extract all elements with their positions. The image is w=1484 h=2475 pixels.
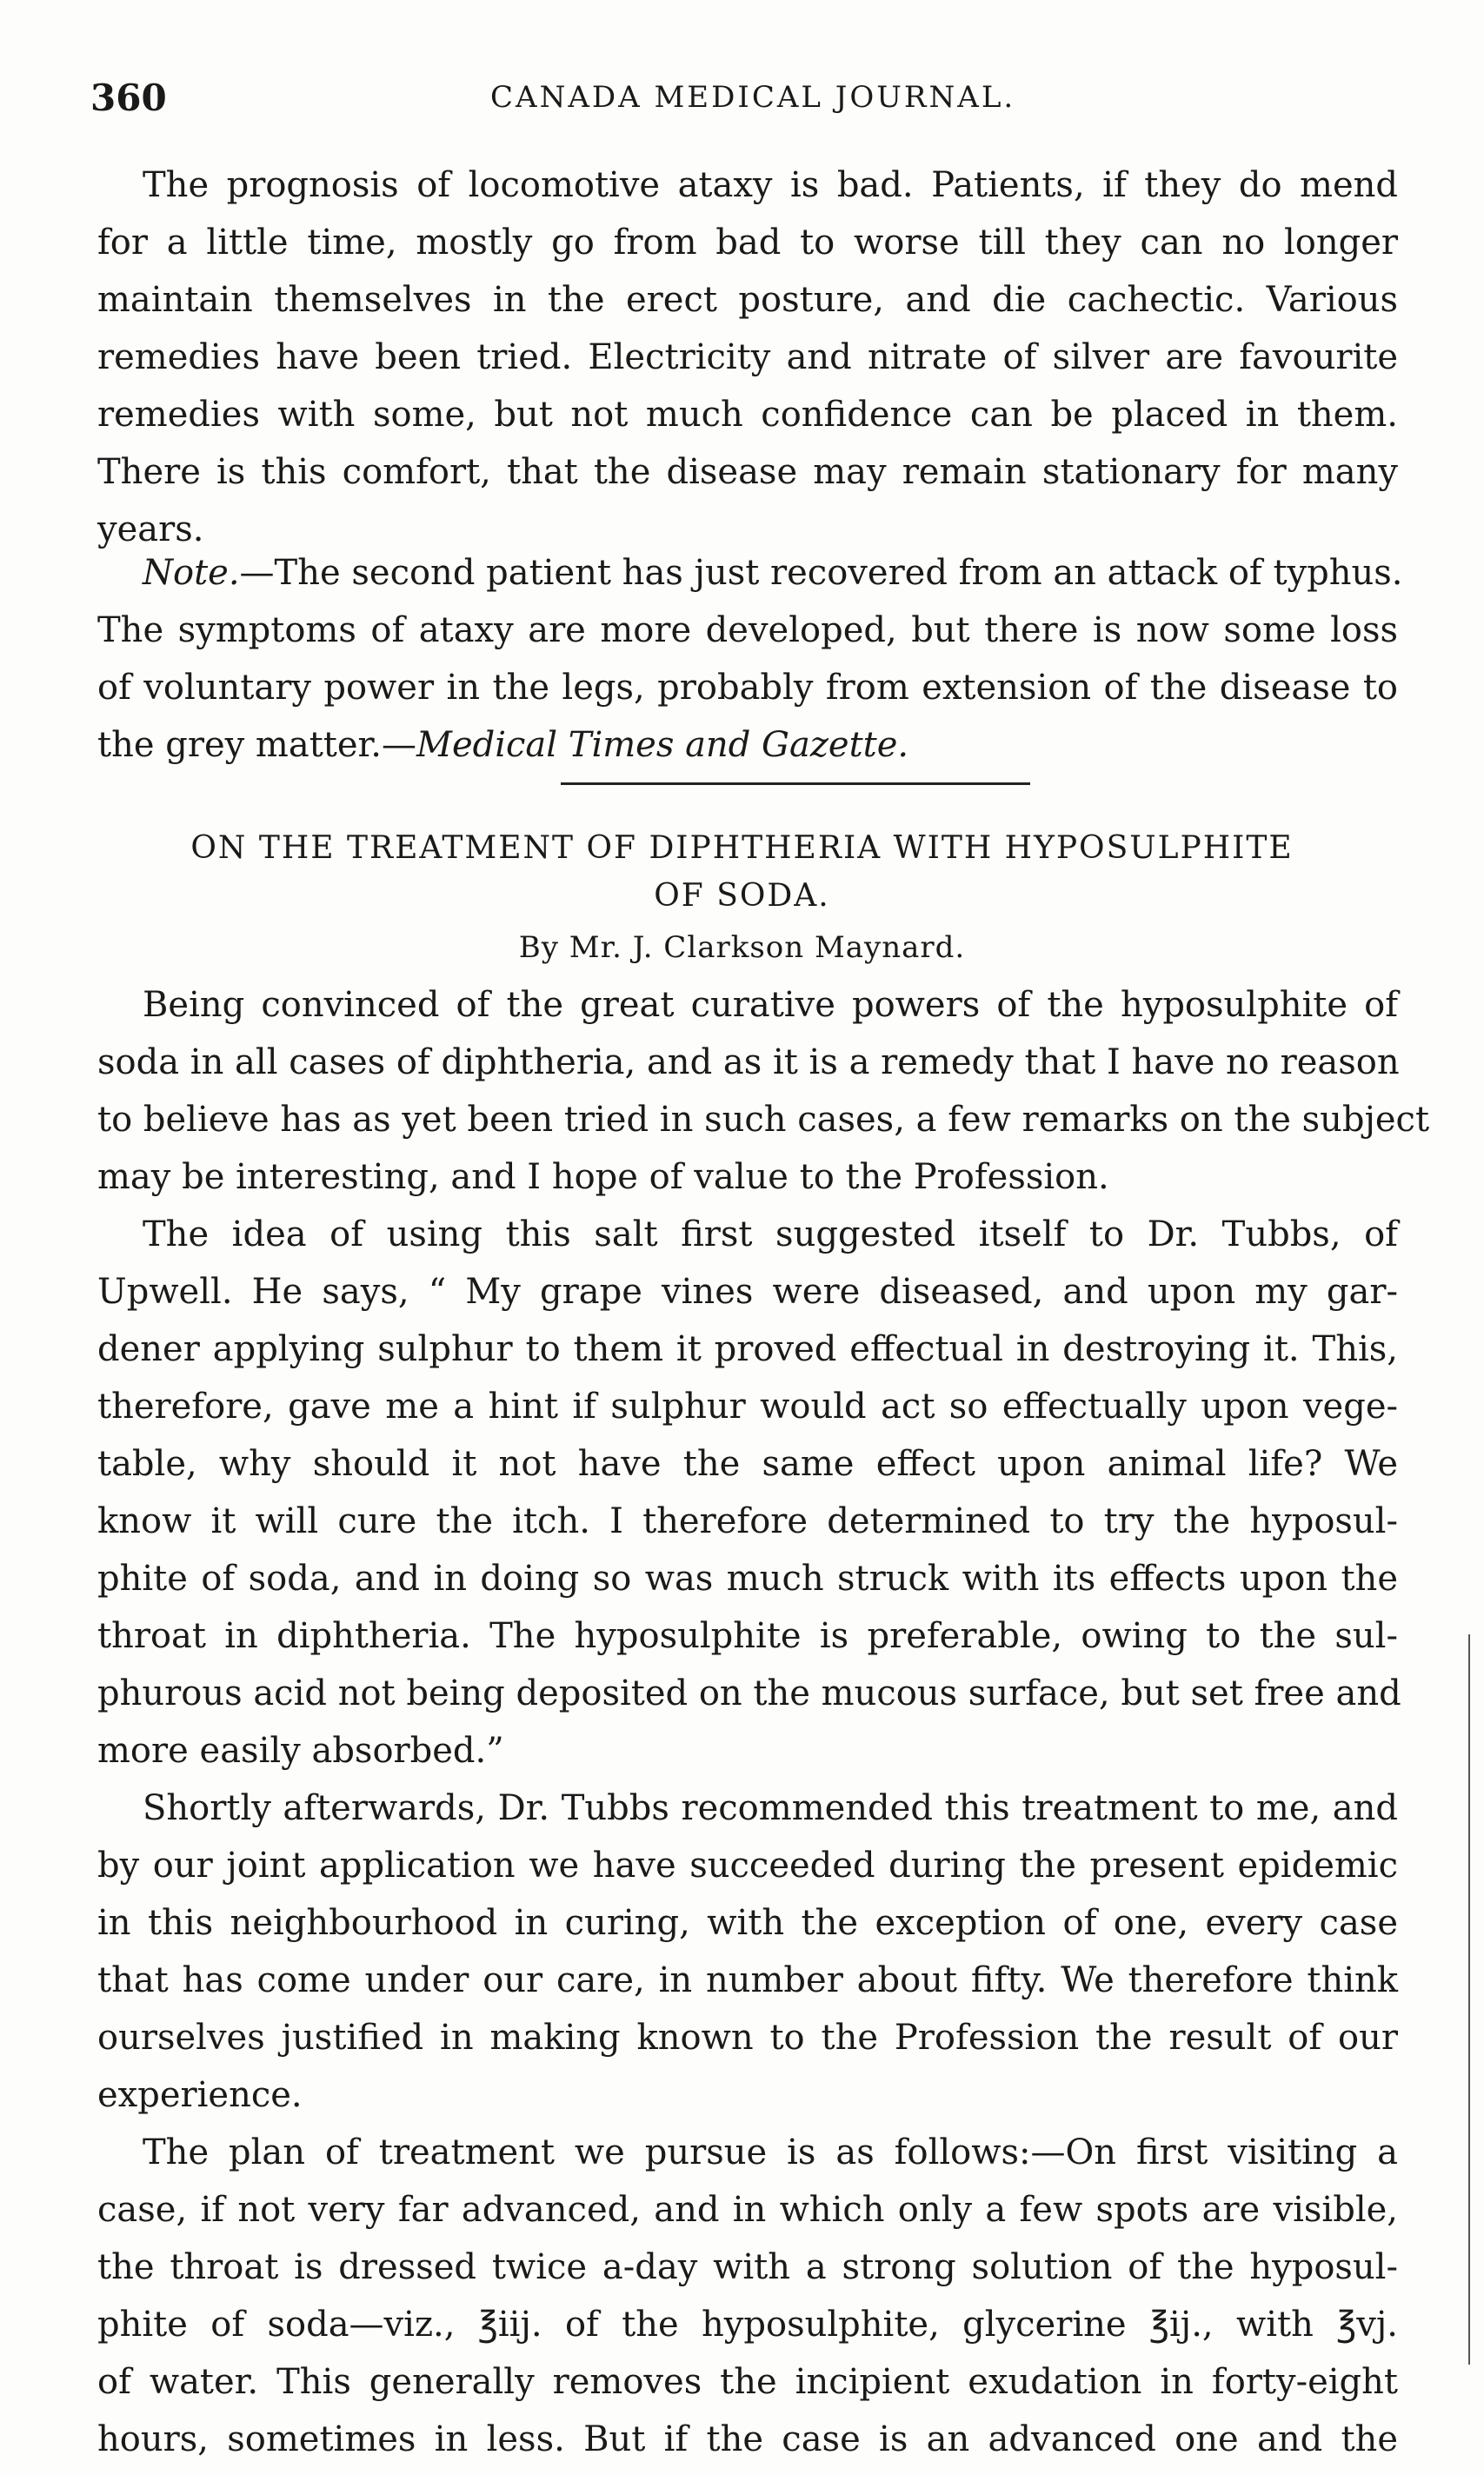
article-title-line-2: OF SODA. — [654, 878, 830, 914]
text-line: of voluntary power in the legs, probably from extension of the disease to — [97, 668, 1398, 708]
text-line: The symptoms of ataxy are more developed, but there is now some loss — [97, 610, 1398, 650]
paragraph-prognosis — [97, 156, 1398, 558]
text-line: remedies have been tried. Electricity and nitrate of silver are favourite — [97, 337, 1398, 377]
text-line: for a little time, mostly go from bad to worse till they can no longer — [97, 223, 1398, 263]
text-line: remedies with some, but not much confidence can be placed in them. — [97, 395, 1398, 435]
page-number: 360 — [90, 77, 167, 119]
running-title: CANADA MEDICAL JOURNAL. — [490, 80, 1016, 115]
paragraph-joint-application — [97, 1780, 1398, 2124]
text-line: Upwell. He says, “ My grape vines were diseased, and upon my gar- — [97, 1272, 1398, 1312]
text-line: of water. This generally removes the incipient exudation in forty-eight — [97, 2362, 1398, 2402]
page-header — [90, 77, 1394, 129]
note-text: —The second patient has just recovered from an attack of typhus. — [239, 553, 1403, 593]
text-line: dener applying sulphur to them it proved effectual in destroying it. This, — [97, 1329, 1398, 1369]
text-line: years. — [97, 509, 204, 549]
section-divider — [561, 782, 1030, 785]
text-line: Shortly afterwards, Dr. Tubbs recommended this treatment to me, and — [143, 1788, 1398, 1828]
text-line: hours, sometimes in less. But if the case is an advanced one and the — [97, 2419, 1398, 2459]
note-last-text: the grey matter.— — [97, 725, 416, 765]
text-line: The plan of treatment we pursue is as follows:—On first visiting a — [143, 2132, 1398, 2172]
text-line: phurous acid not being deposited on the mucous surface, but set free and — [97, 1673, 1401, 1713]
text-line: table, why should it not have the same effect upon animal life? We — [97, 1444, 1398, 1484]
text-line: soda in all cases of diphtheria, and as it is a remedy that I have no reason — [97, 1042, 1400, 1082]
text-line: the throat is dressed twice a-day with a strong solution of the hyposul- — [97, 2247, 1398, 2287]
text-line: experience. — [97, 2075, 303, 2115]
text-line: know it will cure the itch. I therefore determined to try the hyposul- — [97, 1501, 1398, 1541]
text-line: may be interesting, and I hope of value to the Profession. — [97, 1157, 1109, 1197]
paragraph-treatment-plan — [97, 2124, 1398, 2468]
note-label: Note. — [143, 553, 240, 593]
paragraph-note — [97, 544, 1403, 774]
text-line: There is this comfort, that the disease may remain stationary for many — [97, 452, 1398, 492]
text-line: phite of soda—viz., ℥iij. of the hyposulphite, glycerine ℥ij., with ℥vj. — [97, 2305, 1398, 2345]
text-line: The idea of using this salt first suggested itself to Dr. Tubbs, of — [143, 1214, 1398, 1254]
article-title-line-1: ON THE TREATMENT OF DIPHTHERIA WITH HYPOSULPHITE — [190, 830, 1294, 866]
text-line: more easily absorbed.” — [97, 1731, 504, 1771]
text-line — [97, 544, 1403, 602]
text-line: ourselves justified in making known to the Profession the result of our — [97, 2018, 1398, 2058]
text-line: to believe has as yet been tried in such cases, a few remarks on the subject — [97, 1100, 1430, 1140]
text-line: by our joint application we have succeeded during the present epidemic — [97, 1846, 1398, 1886]
scan-binding-edge — [1468, 1634, 1475, 2365]
text-line — [97, 716, 1398, 774]
article-byline: By Mr. J. Clarkson Maynard. — [518, 930, 966, 965]
text-line: that has come under our care, in number about fifty. We therefore think — [97, 1960, 1398, 2000]
paragraph-intro — [97, 976, 1430, 1206]
text-line: Being convinced of the great curative powers of the hyposulphite of — [143, 985, 1398, 1025]
note-source: Medical Times and Gazette. — [416, 725, 909, 765]
text-line: phite of soda, and in doing so was much struck with its effects upon the — [97, 1559, 1398, 1599]
text-line: in this neighbourhood in curing, with the exception of one, every case — [97, 1903, 1398, 1943]
text-line: case, if not very far advanced, and in which only a few spots are visible, — [97, 2190, 1398, 2230]
text-line: therefore, gave me a hint if sulphur would act so effectually upon vege- — [97, 1387, 1398, 1427]
text-line: throat in diphtheria. The hyposulphite is preferable, owing to the sul- — [97, 1616, 1398, 1656]
text-line: The prognosis of locomotive ataxy is bad. Patients, if they do mend — [143, 165, 1398, 205]
paragraph-tubbs — [97, 1206, 1401, 1780]
text-line: maintain themselves in the erect posture, and die cachectic. Various — [97, 280, 1398, 320]
